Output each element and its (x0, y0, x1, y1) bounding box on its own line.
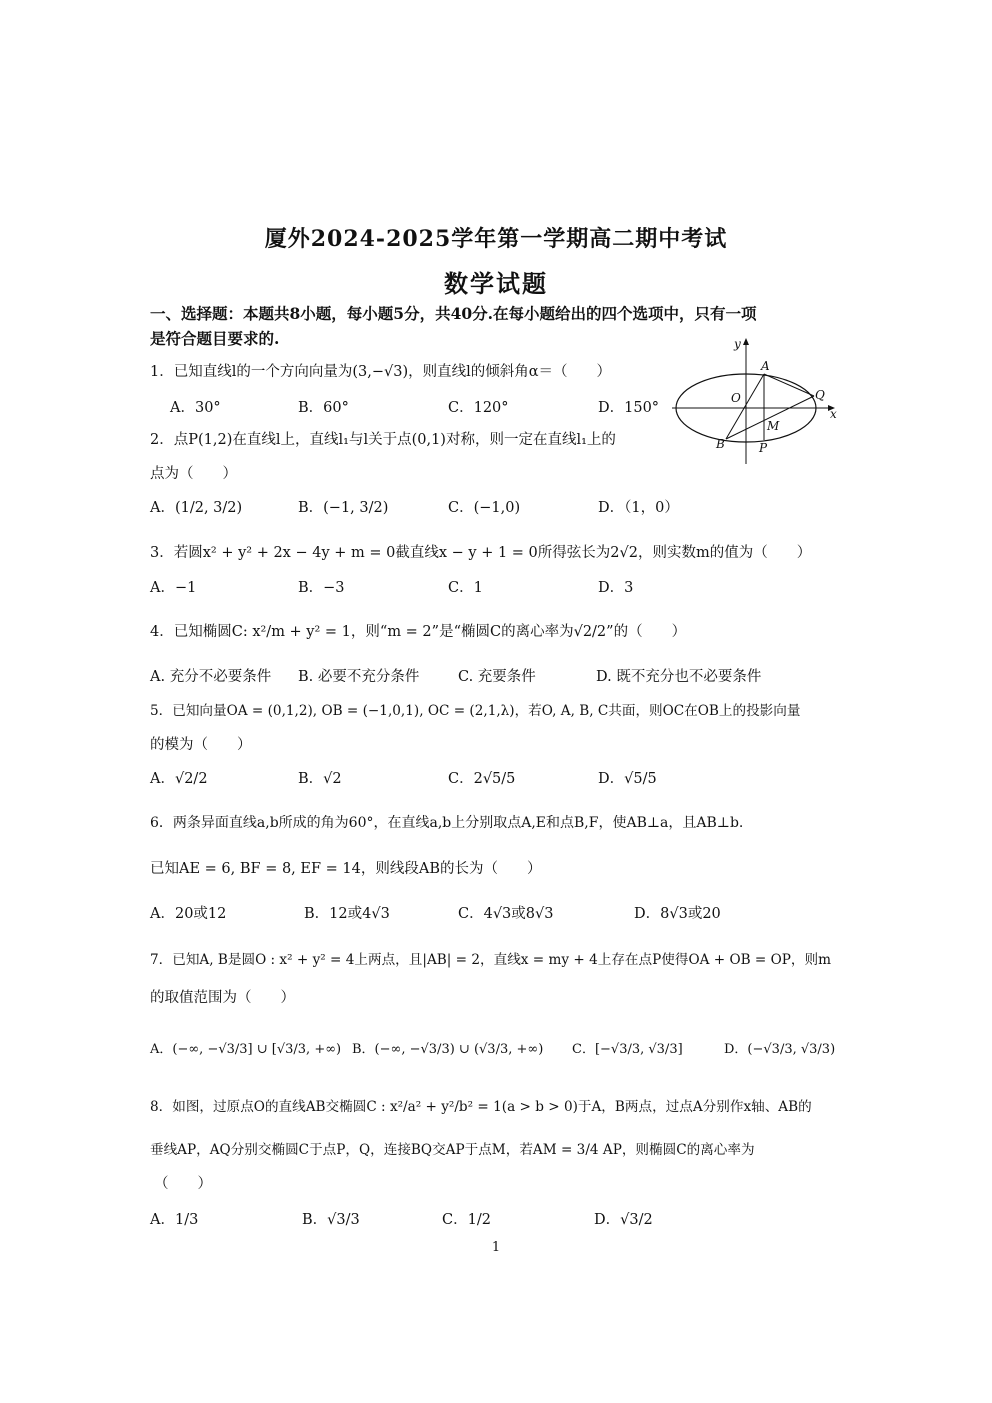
q8-option-d: D．√3/2 (594, 1212, 653, 1228)
question-6-stem-line1: 6．两条异面直线a,b所成的角为60°，在直线a,b上分别取点A,E和点B,F，使AB⊥a，且AB⊥b. (150, 815, 744, 831)
exam-subject-title: 数学试题 (444, 269, 548, 298)
q7-option-d: D．(−√3/3, √3/3) (724, 1042, 836, 1057)
ellipse-figure (668, 336, 848, 466)
q8-option-c: C．1/2 (442, 1212, 491, 1228)
question-8-stem-line3: （ ） (154, 1176, 212, 1192)
question-6-stem-line2: 已知AE = 6, BF = 8, EF = 14，则线段AB的长为（ ） (150, 861, 542, 877)
page-number: 1 (491, 1240, 501, 1255)
q7-option-a: A．(−∞, −√3/3] ∪ [√3/3, +∞) (150, 1042, 342, 1057)
q6-option-d: D．8√3或20 (634, 906, 721, 922)
q1-option-c: C．120° (448, 400, 509, 416)
q4-option-a: A. 充分不必要条件 (150, 669, 272, 685)
exam-title: 厦外2024-2025学年第一学期高二期中考试 (264, 226, 728, 252)
q2-option-c: C．(−1,0) (448, 500, 521, 516)
q3-option-a: A．−1 (150, 580, 197, 596)
question-2-stem-line2: 点为（ ） (150, 466, 237, 482)
label-O: O (731, 391, 741, 405)
label-B: B (716, 437, 725, 451)
question-8-stem-line1: 8．如图，过原点O的直线AB交椭圆C : x²/a² + y²/b² = 1(a > b > 0)于A，B两点，过点A分别作x轴、AB的 (150, 1099, 812, 1115)
question-7-stem-line2: 的取值范围为（ ） (150, 990, 295, 1006)
q7-option-b: B．(−∞, −√3/3) ∪ (√3/3, +∞) (352, 1042, 544, 1057)
q8-option-b: B．√3/3 (302, 1212, 360, 1228)
question-7-stem-line1: 7．已知A, B是圆O : x² + y² = 4上两点，且|AB| = 2，直线x = my + 4上存在点P使得OA + OB = OP，则m (150, 952, 831, 968)
q5-option-c: C．2√5/5 (448, 771, 516, 787)
label-Q: Q (815, 388, 825, 402)
q3-option-c: C．1 (448, 580, 483, 596)
q5-option-b: B．√2 (298, 771, 342, 787)
q4-option-b: B. 必要不充分条件 (298, 669, 420, 685)
q4-option-d: D. 既不充分也不必要条件 (596, 669, 762, 685)
q1-option-a: A．30° (170, 400, 221, 416)
y-axis-arrow (743, 338, 749, 345)
question-3-stem: 3．若圆x² + y² + 2x − 4y + m = 0截直线x − y + 1 = 0所得弦长为2√2，则实数m的值为（ ） (150, 545, 812, 561)
q6-option-b: B．12或4√3 (304, 906, 390, 922)
question-5-stem-line2: 的模为（ ） (150, 737, 252, 753)
label-y: y (734, 337, 741, 351)
q7-option-c: C．[−√3/3, √3/3] (572, 1042, 683, 1057)
q3-option-d: D．3 (598, 580, 634, 596)
label-P: P (759, 441, 768, 455)
q6-option-c: C．4√3或8√3 (458, 906, 554, 922)
q4-option-c: C. 充要条件 (458, 669, 536, 685)
q1-option-b: B．60° (298, 400, 349, 416)
q5-option-a: A．√2/2 (150, 771, 208, 787)
line-AQ (764, 374, 814, 396)
q8-option-a: A．1/3 (150, 1212, 199, 1228)
question-2-stem-line1: 2．点P(1,2)在直线l上，直线l₁与l关于点(0,1)对称，则一定在直线l₁上的 (150, 432, 616, 448)
section-heading-line1: 一、选择题：本题共8小题，每小题5分，共40分.在每小题给出的四个选项中，只有一项 (150, 304, 757, 323)
q1-option-d: D．150° (598, 400, 660, 416)
label-M: M (767, 419, 780, 433)
question-4-stem: 4．已知椭圆C: x²/m + y² = 1，则“m = 2”是“椭圆C的离心率为√2/2”的（ ） (150, 624, 687, 640)
q2-option-a: A．(1/2, 3/2) (150, 500, 243, 516)
q2-option-b: B．(−1, 3/2) (298, 500, 389, 516)
q3-option-b: B．−3 (298, 580, 345, 596)
q2-option-d: D．（1，0） (598, 500, 679, 516)
question-8-stem-line2: 垂线AP，AQ分别交椭圆C于点P，Q，连接BQ交AP于点M，若AM = 3/4 AP，则椭圆C的离心率为 (150, 1142, 755, 1158)
question-1-stem: 1．已知直线l的一个方向向量为(3,−√3)，则直线l的倾斜角α＝（ ） (150, 364, 612, 380)
section-heading-line2: 是符合题目要求的. (150, 329, 280, 348)
q5-option-d: D．√5/5 (598, 771, 657, 787)
label-A: A (761, 359, 770, 373)
q6-option-a: A．20或12 (150, 906, 227, 922)
question-5-stem-line1: 5．已知向量OA = (0,1,2), OB = (−1,0,1), OC = (2,1,λ)，若O, A, B, C共面，则OC在OB上的投影向量 (150, 703, 801, 719)
label-x: x (830, 407, 837, 421)
